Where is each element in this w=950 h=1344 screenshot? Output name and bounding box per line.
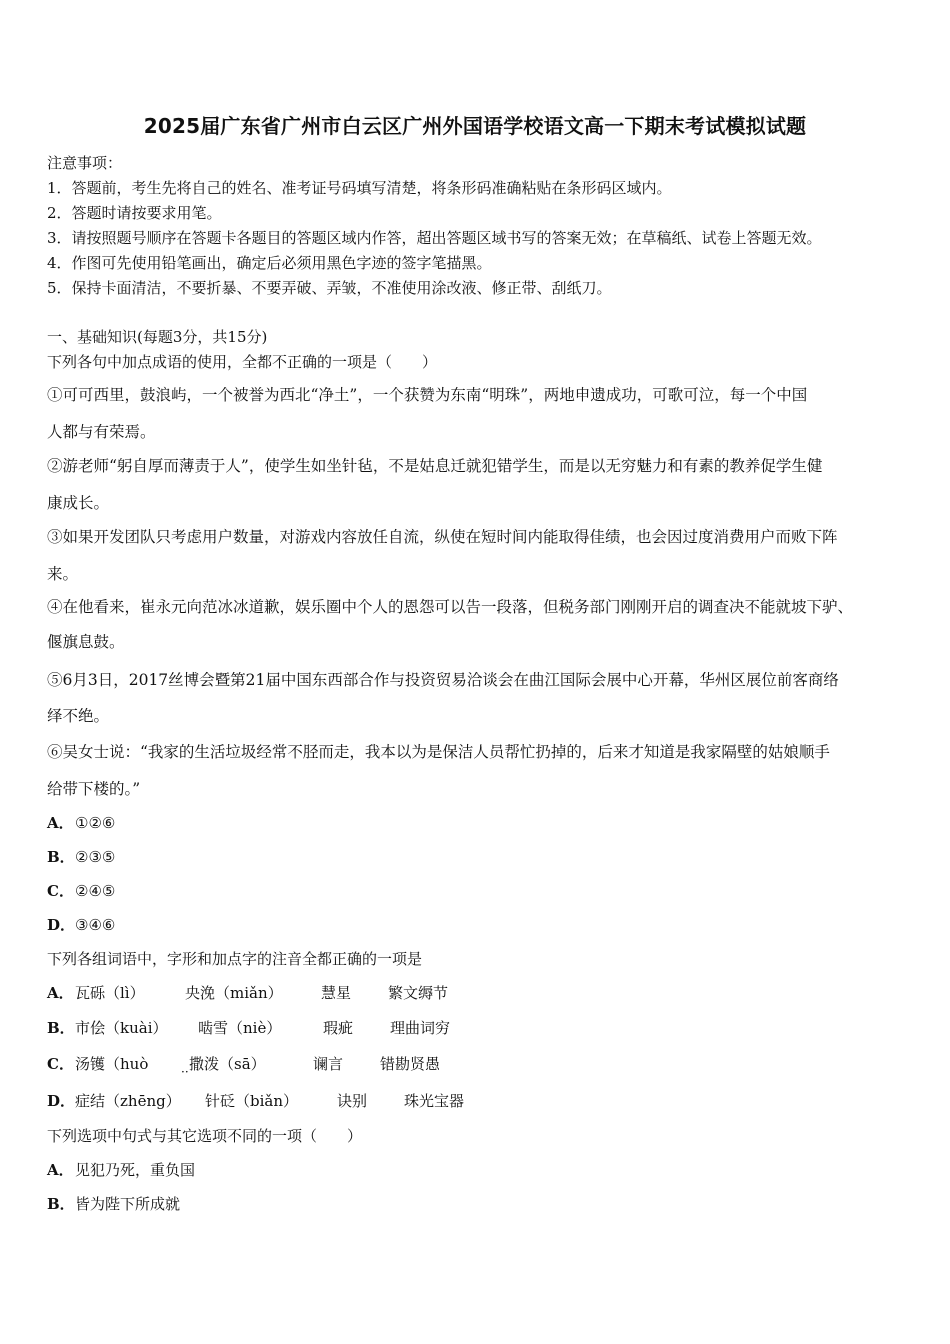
option-label: B． [47,1019,75,1037]
option-label: A． [47,814,74,832]
option-word: 瑕疵 [323,1019,354,1037]
answer-option-b[interactable] [47,847,115,867]
option-label: A． [47,984,74,1002]
option-word: 慧星 [321,984,352,1002]
sentence-line: ②游老师“躬自厚而薄责于人”，使学生如坐针毡，不是姑息迁就犯错学生，而是以无穷魅力和有素的教养促学生健 [47,457,823,475]
answer-option-d[interactable] [47,915,115,935]
answer-option-b[interactable] [47,1194,180,1214]
option-label: C． [47,1055,74,1073]
sentence-line: 来。 [47,565,79,583]
option-word: 诀别 [337,1092,368,1110]
sentence-line: ③如果开发团队只考虑用户数量，对游戏内容放任自流，纵使在短时间内能取得佳绩，也会因过度消费用户而败下阵 [47,528,838,546]
sentence-line: 绎不绝。 [47,707,110,725]
notice-item: 5．保持卡面清洁，不要折暴、不要弄破、弄皱，不准使用涂改液、修正带、刮纸刀。 [47,279,612,297]
option-text: ②③⑤ [75,848,116,866]
answer-option-b[interactable] [47,1018,75,1038]
option-word: 错勘贤愚 [380,1055,441,1073]
option-word: 珠光宝器 [404,1092,465,1110]
answer-option-d[interactable] [47,1091,75,1111]
option-word: 理曲词穷 [390,1019,451,1037]
sentence-line: 康成长。 [47,494,110,512]
option-text: ①②⑥ [75,814,116,832]
option-word: 汤镬（huò [75,1055,149,1073]
option-label: C． [47,882,74,900]
page-title: 2025届广东省广州市白云区广州外国语学校语文高一下期末考试模拟试题 [143,114,807,138]
answer-option-a[interactable] [47,1160,195,1180]
option-word: 瓦砾（lì） [75,984,145,1002]
option-label: D． [47,916,76,934]
notice-item: 2．答题时请按要求用笔。 [47,204,222,222]
option-word: 撒泼（sā） [189,1055,266,1073]
option-word: 繁文缛节 [388,984,449,1002]
answer-option-a[interactable] [47,813,115,833]
option-label: D． [47,1092,76,1110]
notice-item: 3．请按照题号顺序在答题卡各题目的答题区域内作答，超出答题区域书写的答案无效；在草稿纸、试卷上答题无效。 [47,229,822,247]
answer-option-c[interactable] [47,1054,75,1074]
option-word: 症结（zhēng） [75,1092,181,1110]
answer-option-c[interactable] [47,881,115,901]
option-word: 啮雪（niè） [198,1019,282,1037]
notice-item: 1．答题前，考生先将自己的姓名、准考证号码填写清楚，将条形码准确粘贴在条形码区域内。 [47,179,672,197]
option-word: 央浼（miǎn） [185,984,283,1002]
sentence-line: ①可可西里，鼓浪屿，一个被誉为西北“净土”，一个获赞为东南“明珠”，两地申遗成功，可歌可泣，每一个中国 [47,386,808,404]
option-text: 皆为陛下所成就 [75,1195,181,1213]
notice-heading: 注意事项： [47,154,123,172]
option-text: ②④⑤ [75,882,116,900]
option-word: 针砭（biǎn） [205,1092,299,1110]
sentence-line: ⑥吴女士说：“我家的生活垃圾经常不胫而走，我本以为是保洁人员帮忙扔掉的，后来才知道是我家隔壁的姑娘顺手 [47,743,830,761]
option-word: 市侩（kuài） [75,1019,168,1037]
option-label: B． [47,1195,75,1213]
sentence-line: ④在他看来，崔永元向范冰冰道歉，娱乐圈中个人的恩怨可以告一段落，但税务部门刚刚开启的调查决不能就坡下驴、 [47,598,854,616]
option-text: ③④⑥ [75,916,116,934]
sentence-line: 给带下楼的。” [47,780,141,798]
option-label: B． [47,848,75,866]
option-word: 谰言 [313,1055,344,1073]
question-stem: 下列选项中句式与其它选项不同的一项（ ） [47,1127,363,1145]
question-stem: 下列各句中加点成语的使用，全都不正确的一项是（ ） [47,353,438,371]
option-label: A． [47,1161,74,1179]
sentence-line: ⑤6月3日，2017丝博会暨第21届中国东西部合作与投资贸易洽谈会在曲江国际会展中心开幕，华州区展位前客商络 [47,671,839,689]
answer-option-a[interactable] [47,983,75,1003]
sentence-line: 偃旗息鼓。 [47,633,125,651]
notice-item: 4．作图可先使用铅笔画出，确定后必须用黑色字迹的签字笔描黑。 [47,254,492,272]
section-heading: 一、基础知识(每题3分，共15分) [47,328,268,346]
option-text: 见犯乃死，重负国 [75,1161,196,1179]
question-stem: 下列各组词语中，字形和加点字的注音全都正确的一项是 [47,950,423,968]
emphasis-dot-icon: ·· [181,1065,189,1079]
sentence-line: 人都与有荣焉。 [47,423,156,441]
